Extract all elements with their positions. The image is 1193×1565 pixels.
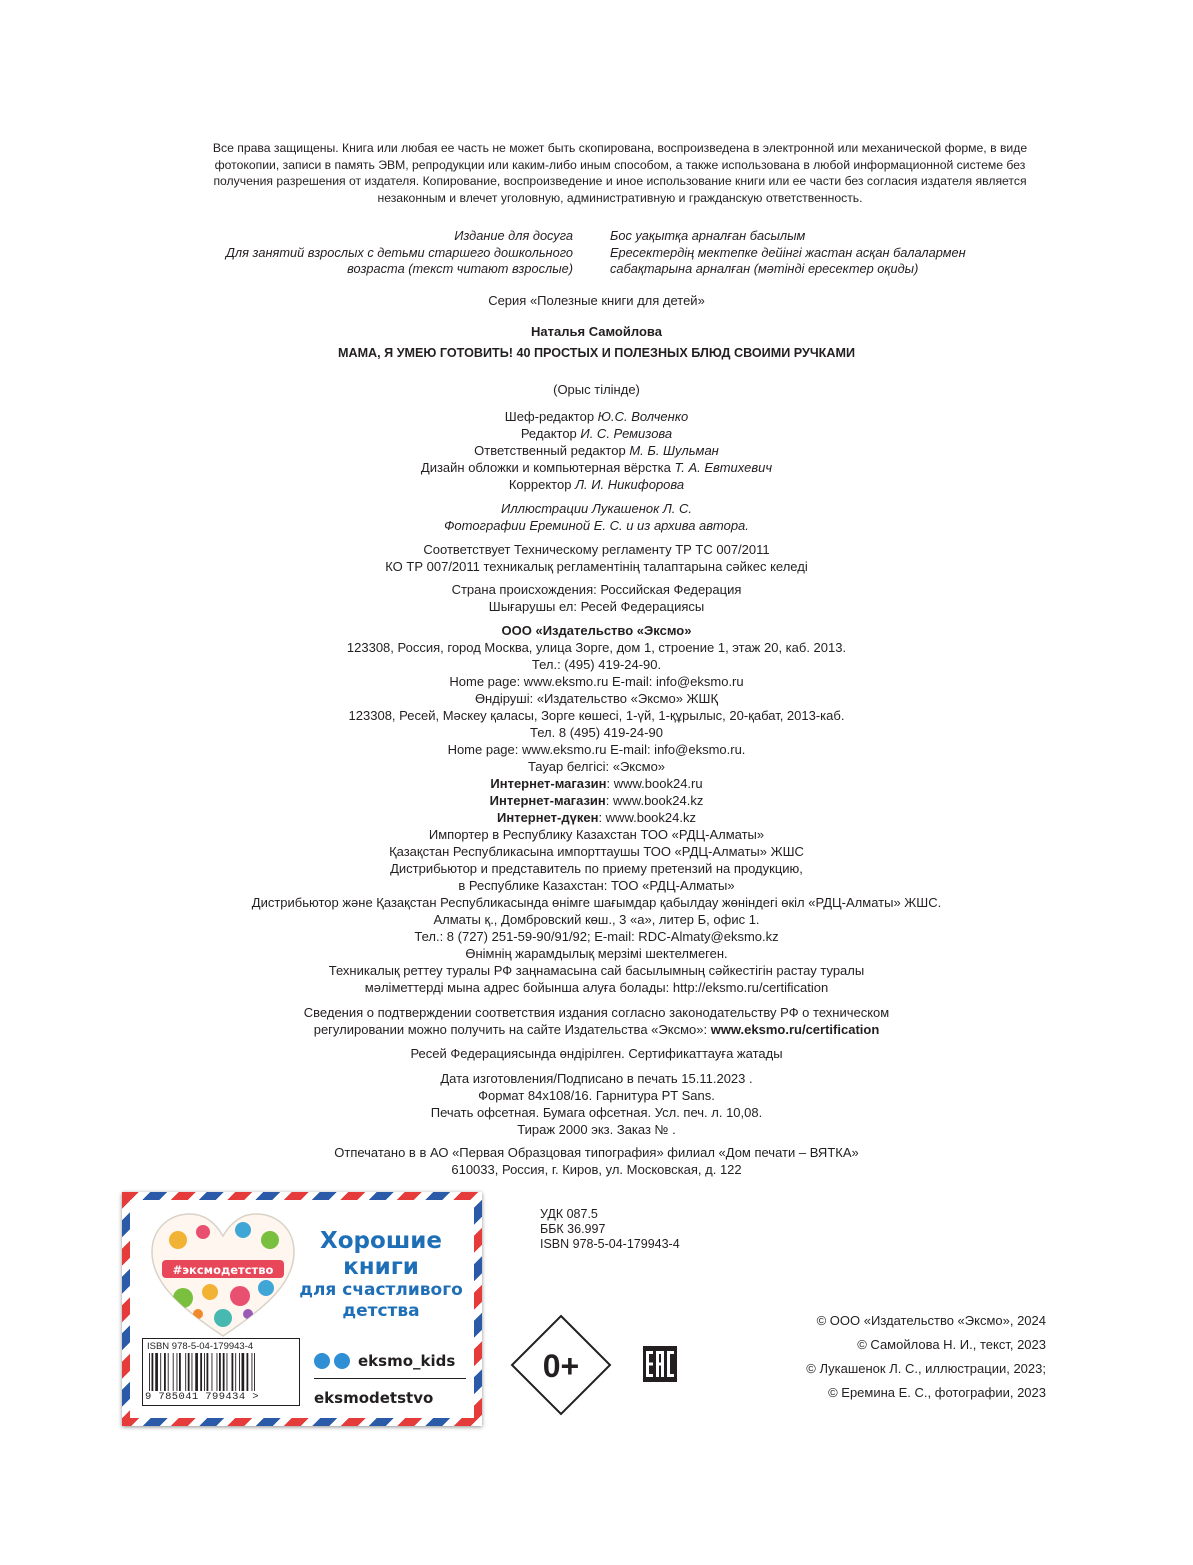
illustration-line: Фотографии Ереминой Е. С. и из архива автора. bbox=[444, 518, 749, 533]
made-in: Ресей Федерациясында өндірілген. Сертификаттауға жатады bbox=[410, 1046, 783, 1061]
barcode-bar bbox=[219, 1353, 221, 1391]
origin-line: Страна происхождения: Российская Федерация bbox=[451, 582, 742, 597]
publisher-line: 123308, Россия, город Москва, улица Зорге, дом 1, строение 1, этаж 20, каб. 2013. bbox=[346, 640, 847, 655]
author: Наталья Самойлова bbox=[531, 324, 662, 339]
importer-line: Дистрибьютор және Қазақстан Республикасында өнімге шағымдар қабылдау жөніндегі өкіл «РДЦ-Алматы» ЖШС. bbox=[251, 895, 942, 910]
slogan bbox=[292, 1228, 470, 1322]
credit-line bbox=[0, 408, 1193, 425]
credit-line bbox=[0, 425, 1193, 442]
barcode-digits: 9 785041 799434 > bbox=[145, 1391, 259, 1403]
barcode-bar bbox=[152, 1353, 154, 1391]
age-rating-label: 0+ bbox=[542, 1348, 580, 1384]
credit-role: Корректор bbox=[508, 477, 576, 492]
divider bbox=[314, 1378, 466, 1379]
cert-text: регулировании можно получить на сайте Издательства «Эксмо»: bbox=[313, 1022, 711, 1037]
udk-code: УДК 087.5 bbox=[540, 1207, 598, 1221]
barcode-bar bbox=[232, 1353, 234, 1391]
barcode-bar bbox=[160, 1353, 161, 1391]
barcode-bars-icon bbox=[147, 1353, 293, 1391]
shop-url: : www.book24.ru bbox=[606, 776, 703, 791]
classification-codes bbox=[540, 1207, 680, 1252]
copyright-line: © Еремина Е. С., фотографии, 2023 bbox=[828, 1385, 1046, 1400]
edition-ru-line: возраста (текст читают взрослые) bbox=[347, 261, 573, 276]
barcode-bar bbox=[149, 1353, 150, 1391]
shop-url: : www.book24.kz bbox=[598, 810, 696, 825]
publisher-name: ООО «Издательство «Эксмо» bbox=[501, 623, 692, 638]
shop-url: : www.book24.kz bbox=[605, 793, 704, 808]
barcode-bar bbox=[164, 1353, 166, 1391]
publisher-line: Home page: www.eksmo.ru E-mail: info@eksmo.ru. bbox=[447, 742, 746, 757]
credit-line bbox=[0, 459, 1193, 476]
credit-name: Ю.С. Волченко bbox=[597, 409, 689, 424]
importer-line: Алматы қ., Домбровский көш., 3 «а», литер Б, офис 1. bbox=[433, 912, 760, 927]
credit-line bbox=[0, 476, 1193, 493]
barcode-bar bbox=[207, 1353, 209, 1391]
printer-line: Отпечатано в в АО «Первая Образцовая типография» филиал «Дом печати – ВЯТКА» bbox=[334, 1145, 859, 1160]
barcode-bar bbox=[188, 1353, 190, 1391]
barcode-isbn: ISBN 978-5-04-179943-4 bbox=[147, 1341, 254, 1352]
barcode-bar bbox=[192, 1353, 193, 1391]
illustrations bbox=[0, 500, 1193, 534]
publisher-line: Тел. 8 (495) 419-24-90 bbox=[530, 725, 663, 740]
vk-icon bbox=[314, 1353, 330, 1369]
barcode bbox=[142, 1338, 300, 1406]
rights-notice: Все права защищены. Книга или любая ее часть не может быть скопирована, воспроизведена в электронной или механической форме, в виде фотокопии, записи в память ЭВМ, репродукции или каким-либо иным способом, а также использована в любой информационной системе без получения разрешения от издателя. Копирование, воспроизведение и иное использование книги или ее части без согласия издателя является незаконным и влечет уголовную, административную и гражданскую ответственность. bbox=[212, 141, 1028, 205]
edition-ru-line: Для занятий взрослых с детьми старшего дошкольного bbox=[225, 244, 573, 260]
barcode-bar bbox=[217, 1353, 218, 1391]
barcode-bar bbox=[195, 1353, 198, 1391]
publisher-line: Тауар белгісі: «Эксмо» bbox=[527, 759, 666, 774]
cert-link: www.eksmo.ru/certification bbox=[710, 1022, 880, 1037]
print-line: Дата изготовления/Подписано в печать 15.11.2023 . bbox=[440, 1071, 753, 1086]
credit-name: Л. И. Никифорова bbox=[575, 477, 685, 492]
publisher-block bbox=[0, 622, 1193, 996]
printer-line: 610033, Россия, г. Киров, ул. Московская, д. 122 bbox=[451, 1162, 742, 1177]
edition-kz-line: Бос уақытқа арналған басылым bbox=[610, 228, 806, 243]
credit-name: Т. А. Евтихевич bbox=[674, 460, 773, 475]
cert-line: Сведения о подтверждении соответствия издания согласно законодательству РФ о техническом bbox=[303, 1005, 890, 1020]
shop-line bbox=[0, 775, 1193, 792]
edition-info-ru bbox=[160, 228, 573, 278]
shop-line bbox=[0, 809, 1193, 826]
barcode-bar bbox=[179, 1353, 181, 1391]
barcode-bar bbox=[177, 1353, 178, 1391]
social-handle: eksmo_kids bbox=[358, 1351, 456, 1370]
publisher-line: Тел.: (495) 419-24-90. bbox=[531, 657, 662, 672]
barcode-bar bbox=[242, 1353, 245, 1391]
copyright-line: © Лукашенок Л. С., иллюстрации, 2023; bbox=[806, 1361, 1046, 1376]
book-title: МАМА, Я УМЕЮ ГОТОВИТЬ! 40 ПРОСТЫХ И ПОЛЕЗНЫХ БЛЮД СВОИМИ РУЧКАМИ bbox=[337, 346, 855, 360]
importer-line: Техникалық реттеу туралы РФ заңнамасына сай басылымның сәйкестігін растау туралы bbox=[328, 963, 865, 978]
barcode-bar bbox=[254, 1353, 255, 1391]
shop-label: Интернет-магазин bbox=[489, 793, 606, 808]
print-details bbox=[0, 1070, 1193, 1138]
series: Серия «Полезные книги для детей» bbox=[488, 293, 705, 308]
slogan-line: книги bbox=[343, 1254, 419, 1280]
credits bbox=[0, 408, 1193, 493]
social-links bbox=[314, 1348, 474, 1411]
barcode-bar bbox=[239, 1353, 240, 1391]
heart-illustration-icon bbox=[148, 1210, 298, 1340]
social-row[interactable] bbox=[314, 1385, 474, 1411]
credit-role: Ответственный редактор bbox=[474, 443, 630, 458]
edition-ru-line: Издание для досуга bbox=[454, 228, 573, 243]
shop-label: Интернет-дүкен bbox=[497, 810, 599, 825]
eac-mark-icon bbox=[643, 1346, 677, 1382]
barcode-bar bbox=[200, 1353, 202, 1391]
age-rating-icon bbox=[510, 1314, 612, 1416]
shop-line bbox=[0, 792, 1193, 809]
importer-line: мәліметтерді мына адрес бойынша алуға болады: http://eksmo.ru/certification bbox=[364, 980, 829, 995]
barcode-bar bbox=[185, 1353, 186, 1391]
illustration-line: Иллюстрации Лукашенок Л. С. bbox=[501, 501, 692, 516]
barcode-bar bbox=[223, 1353, 225, 1391]
credit-name: М. Б. Шульман bbox=[629, 443, 719, 458]
social-handle: eksmodetstvo bbox=[314, 1388, 434, 1407]
origin-line: Шығарушы ел: Ресей Федерациясы bbox=[488, 599, 705, 614]
edition-kz-line: Ересектердің мектепке дейінгі жастан асқан балалармен bbox=[610, 244, 966, 260]
print-line: Тираж 2000 экз. Заказ № . bbox=[517, 1122, 676, 1137]
slogan-line: для счастливого bbox=[299, 1280, 463, 1300]
credit-line bbox=[0, 442, 1193, 459]
barcode-bar bbox=[247, 1353, 249, 1391]
edition-kz-line: сабақтарына арналған (мәтінді ересектер оқиды) bbox=[610, 261, 919, 276]
slogan-line: детства bbox=[342, 1301, 420, 1321]
isbn-code: ISBN 978-5-04-179943-4 bbox=[540, 1237, 680, 1251]
edition-info-kz bbox=[610, 228, 1040, 278]
importer-line: Тел.: 8 (727) 251-59-90/91/92; E-mail: RDC-Almaty@eksmo.kz bbox=[414, 929, 779, 944]
publisher-line: 123308, Ресей, Мәскеу қаласы, Зорге көшесі, 1-үй, 1-құрылыс, 20-қабат, 2013-каб. bbox=[348, 708, 845, 723]
promo-postcard bbox=[122, 1192, 482, 1426]
copyright-block bbox=[700, 1309, 1046, 1405]
publisher-line: Өндіруші: «Издательство «Эксмо» ЖШҚ bbox=[474, 691, 719, 706]
barcode-bar bbox=[227, 1353, 228, 1391]
shop-label: Интернет-магазин bbox=[490, 776, 607, 791]
bbk-code: ББК 36.997 bbox=[540, 1222, 606, 1236]
barcode-bar bbox=[212, 1353, 213, 1391]
credit-role: Дизайн обложки и компьютерная вёрстка bbox=[420, 460, 675, 475]
barcode-bar bbox=[252, 1353, 253, 1391]
barcode-bar bbox=[204, 1353, 205, 1391]
importer-line: Қазақстан Республикасына импорттаушы ТОО «РДЦ-Алматы» ЖШС bbox=[389, 844, 804, 859]
importer-line: Импортер в Республику Казахстан ТОО «РДЦ-Алматы» bbox=[428, 827, 765, 842]
social-row[interactable] bbox=[314, 1348, 474, 1374]
origin bbox=[0, 581, 1193, 615]
regulation-line: Соответствует Техническому регламенту ТР ТС 007/2011 bbox=[423, 542, 770, 557]
barcode-bar bbox=[155, 1353, 158, 1391]
postcard-body bbox=[130, 1200, 474, 1418]
hashtag-label: #эксмодетство bbox=[172, 1263, 274, 1277]
print-line: Формат 84x108/16. Гарнитура PT Sans. bbox=[478, 1088, 715, 1103]
importer-line: Өнімнің жарамдылық мерзімі шектелмеген. bbox=[465, 946, 728, 961]
regulation bbox=[0, 541, 1193, 575]
eac-label: EAC bbox=[658, 1380, 662, 1381]
barcode-bar bbox=[235, 1353, 236, 1391]
importer-line: в Республике Казахстан: ТОО «РДЦ-Алматы» bbox=[458, 878, 735, 893]
publisher-line: Home page: www.eksmo.ru E-mail: info@eksmo.ru bbox=[449, 674, 744, 689]
copyright-line: © Самойлова Н. И., текст, 2023 bbox=[857, 1337, 1046, 1352]
print-line: Печать офсетная. Бумага офсетная. Усл. печ. л. 10,08. bbox=[430, 1105, 763, 1120]
barcode-bar bbox=[173, 1353, 174, 1391]
printer-info bbox=[0, 1144, 1193, 1178]
copyright-line: © ООО «Издательство «Эксмо», 2024 bbox=[816, 1313, 1046, 1328]
importer-line: Дистрибьютор и представитель по приему претензий на продукцию, bbox=[390, 861, 803, 876]
credit-role: Шеф-редактор bbox=[504, 409, 598, 424]
cert-line bbox=[0, 1021, 1193, 1038]
telegram-icon bbox=[334, 1353, 350, 1369]
credit-name: И. С. Ремизова bbox=[580, 426, 673, 441]
certification-info bbox=[0, 1004, 1193, 1038]
regulation-line: КО ТР 007/2011 техникалық регламентінің талаптарына сәйкес келеді bbox=[385, 559, 808, 574]
language-note: (Орыс тілінде) bbox=[553, 382, 640, 397]
barcode-bar bbox=[168, 1353, 169, 1391]
credit-role: Редактор bbox=[520, 426, 581, 441]
slogan-line: Хорошие bbox=[320, 1228, 442, 1254]
